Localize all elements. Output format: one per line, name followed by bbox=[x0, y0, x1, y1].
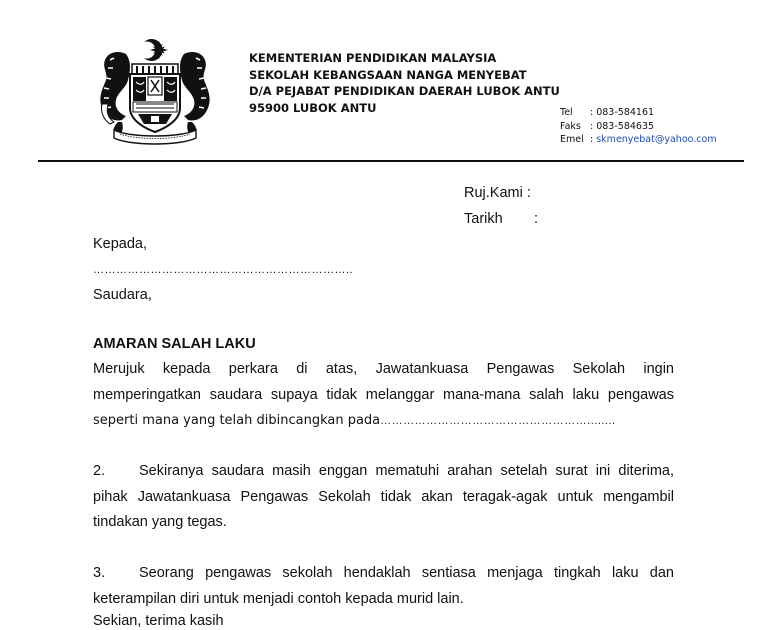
paragraph-2-line-1 bbox=[93, 459, 674, 485]
email-label: Emel bbox=[560, 134, 584, 145]
school-name: SEKOLAH KEBANGSAAN NANGA MENYEBAT bbox=[249, 67, 527, 82]
shield-icon bbox=[130, 64, 180, 132]
paragraph-3-line-1 bbox=[93, 561, 674, 587]
coat-of-arms-logo bbox=[96, 38, 214, 146]
paragraph-1 bbox=[93, 357, 674, 435]
ministry-name: KEMENTERIAN PENDIDIKAN MALAYSIA bbox=[249, 51, 497, 65]
email-separator: : bbox=[590, 134, 594, 145]
contact-block bbox=[560, 106, 717, 147]
address-line-2: 95900 LUBOK ANTU bbox=[249, 100, 377, 115]
paragraph-2-number: 2. bbox=[93, 463, 106, 479]
date-label: Tarikh bbox=[464, 211, 503, 227]
paragraph-2-line-1-text: Sekiranya saudara masih enggan mematuhi arahan setelah surat ini diterima, bbox=[139, 463, 674, 479]
address-line-1: D/A PEJABAT PENDIDIKAN DAERAH LUBOK ANTU bbox=[249, 84, 560, 98]
fax-label: Faks bbox=[560, 120, 581, 132]
paragraph-3 bbox=[93, 561, 674, 612]
letterhead-divider bbox=[38, 160, 744, 162]
tel-row bbox=[560, 106, 717, 120]
email-row bbox=[560, 133, 717, 147]
letter-subject: AMARAN SALAH LAKU bbox=[93, 336, 256, 352]
letterhead bbox=[249, 50, 560, 116]
paragraph-3-line-1-text: Seorang pengawas sekolah hendaklah sentiasa menjaga tingkah laku dan bbox=[139, 565, 674, 581]
fax-row bbox=[560, 120, 717, 134]
paragraph-1-line-1: Merujuk kepada perkara di atas, Jawatankuasa Pengawas Sekolah ingin bbox=[93, 361, 674, 377]
paragraph-2-line-3: tindakan yang tegas. bbox=[93, 514, 227, 530]
date-separator: : bbox=[534, 211, 539, 227]
paragraph-1-line-3-text: seperti mana yang telah dibincangkan pada bbox=[93, 413, 381, 428]
tel-label: Tel bbox=[560, 107, 573, 118]
salutation: Saudara, bbox=[93, 287, 152, 303]
email-link[interactable]: skmenyebat@yahoo.com bbox=[596, 134, 717, 145]
meeting-date-placeholder: ………………………………………………........ bbox=[380, 415, 616, 427]
paragraph-1-line-3 bbox=[93, 408, 674, 435]
paragraph-2-line-2: pihak Jawatankuasa Pengawas Sekolah tidak akan teragak-agak untuk mengambil bbox=[93, 488, 674, 505]
paragraph-3-line-2: keterampilan diri untuk menjadi contoh kepada murid lain. bbox=[93, 590, 464, 607]
crescent-star-icon bbox=[144, 39, 169, 61]
paragraph-3-number: 3. bbox=[93, 565, 106, 581]
paragraph-2 bbox=[93, 459, 674, 536]
closing-line: Sekian, terima kasih bbox=[93, 613, 224, 629]
reference-separator: : bbox=[526, 185, 531, 201]
recipient-address-placeholder: ………………………………………………………….. bbox=[93, 264, 354, 276]
left-tiger-icon bbox=[100, 52, 130, 138]
paragraph-1-line-2: memperingatkan saudara supaya tidak melanggar mana-mana salah laku pengawas bbox=[93, 386, 674, 403]
reference-label: Ruj.Kami bbox=[464, 185, 523, 201]
tel-value: : 083-584161 bbox=[590, 107, 655, 118]
date-row bbox=[464, 211, 538, 227]
recipient-label: Kepada, bbox=[93, 236, 148, 252]
right-tiger-icon bbox=[180, 52, 210, 138]
reference-row bbox=[464, 185, 531, 201]
fax-value: : 083-584635 bbox=[590, 120, 655, 132]
